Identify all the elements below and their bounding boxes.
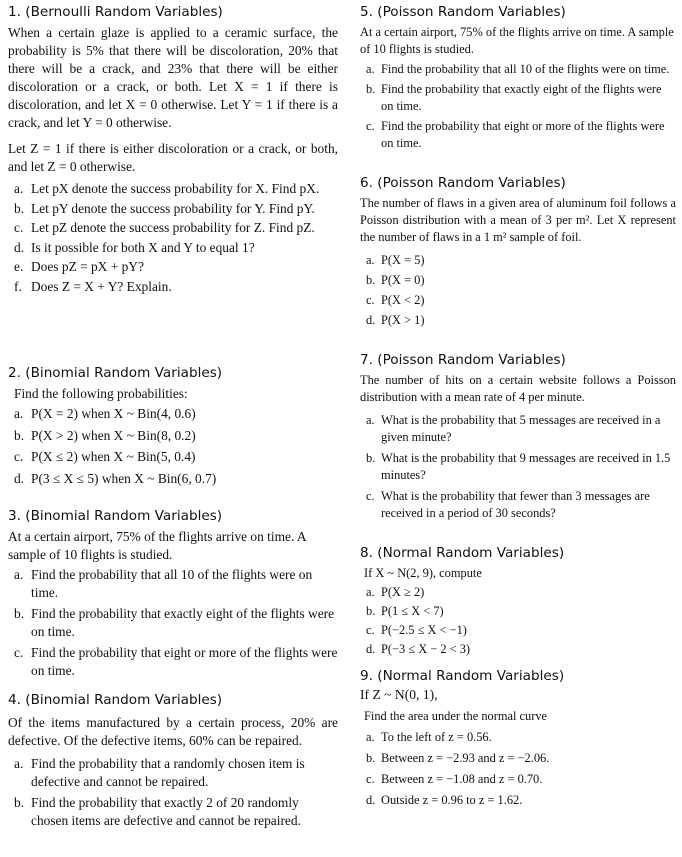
section-2-item-c: c. P(X ≤ 2) when X ~ Bin(5, 0.4): [14, 449, 196, 464]
section-3-item-c: c. Find the probability that eight or more of the flights were on time.: [14, 645, 338, 678]
section-2-title: 2. (Binomial Random Variables): [8, 365, 223, 381]
section-9-subtitle: If Z ~ N(0, 1),: [360, 687, 438, 702]
section-6-item-c: c. P(X < 2): [366, 293, 425, 307]
section-1-body: When a certain glaze is applied to a ceramic surface, the probability is 5% that there will be discoloration, 20% that there will be a crack, and 23% that there will be either discoloration or a crack, or both. Let X = 1 if there is discoloration, and let X = 0 otherwise. Let Y = 1 if there is a crack, and let Y = 0 otherwise.: [8, 25, 338, 130]
section-9-item-c: c. Between z = −1.08 and z = 0.70.: [366, 772, 543, 786]
section-5-title: 5. (Poisson Random Variables): [360, 4, 566, 20]
section-7: [360, 352, 676, 522]
section-1-item-e: e. Does pZ = pX + pY?: [14, 259, 144, 274]
section-2-item-b: b. P(X > 2) when X ~ Bin(8, 0.2): [14, 427, 196, 443]
section-9-body: Find the area under the normal curve: [364, 709, 548, 723]
section-8-item-d: d. P(−3 ≤ X − 2 < 3): [366, 642, 471, 656]
section-1-item-a: a. Let pX denote the success probability for X. Find pX.: [14, 181, 320, 196]
section-6-item-a: a. P(X = 5): [366, 253, 425, 267]
section-5: [360, 4, 676, 152]
section-1-title: 1. (Bernoulli Random Variables): [8, 4, 223, 20]
section-5-item-b: b. Find the probability that exactly eight of the flights were on time.: [366, 82, 662, 113]
section-3-title: 3. (Binomial Random Variables): [8, 508, 223, 524]
section-2-item-d: d. P(3 ≤ X ≤ 5) when X ~ Bin(6, 0.7): [14, 470, 217, 486]
section-3-body: At a certain airport, 75% of the flights arrive on time. A sample of 10 flights is studied.: [8, 529, 306, 562]
section-9-title: 9. (Normal Random Variables): [360, 668, 565, 684]
section-2-item-a: a. P(X = 2) when X ~ Bin(4, 0.6): [14, 406, 196, 421]
section-7-item-c: c. What is the probability that fewer than 3 messages are received in a period of 30 seconds?: [366, 489, 650, 520]
section-4-item-a: a. Find the probability that a randomly chosen item is defective and cannot be repaired.: [14, 756, 305, 789]
section-1-body2: Let Z = 1 if there is either discoloration or a crack, or both, and let Z = 0 otherwise.: [8, 141, 338, 174]
section-3: [8, 508, 338, 679]
section-1-item-f: f. Does Z = X + Y? Explain.: [14, 278, 172, 294]
section-8-body: If X ~ N(2, 9), compute: [364, 566, 482, 580]
section-7-item-b: b. What is the probability that 9 messages are received in 1.5 minutes?: [366, 451, 671, 482]
section-7-title: 7. (Poisson Random Variables): [360, 352, 566, 368]
section-1-item-d: d. Is it possible for both X and Y to equal 1?: [14, 239, 255, 255]
section-9-item-a: a. To the left of z = 0.56.: [366, 730, 492, 744]
section-8-item-b: b. P(1 ≤ X < 7): [366, 604, 444, 618]
section-7-body: The number of hits on a certain website follows a Poisson distribution with a mean rate of 4 per minute.: [360, 373, 676, 404]
section-8-item-a: a. P(X ≥ 2): [366, 585, 425, 599]
section-1-item-b: b. Let pY denote the success probability for Y. Find pY.: [14, 200, 315, 216]
section-5-body: At a certain airport, 75% of the flights arrive on time. A sample of 10 flights is studied.: [360, 25, 674, 56]
section-1-item-c: c. Let pZ denote the success probability for Z. Find pZ.: [14, 220, 315, 235]
section-2-body: Find the following probabilities:: [14, 386, 188, 401]
section-8-item-c: c. P(−2.5 ≤ X < −1): [366, 623, 467, 637]
section-8-title: 8. (Normal Random Variables): [360, 545, 565, 561]
section-6: [360, 175, 676, 329]
section-6-title: 6. (Poisson Random Variables): [360, 175, 566, 191]
section-1: [8, 4, 338, 295]
section-9-item-b: b. Between z = −2.93 and z = −2.06.: [366, 751, 550, 765]
section-4-body: Of the items manufactured by a certain process, 20% are defective. Of the defective items, 60% can be repaired.: [8, 715, 338, 748]
section-9: [360, 668, 676, 809]
section-6-item-b: b. P(X = 0): [366, 273, 425, 287]
section-7-item-a: a. What is the probability that 5 messages are received in a given minute?: [366, 413, 661, 444]
section-4: [8, 692, 338, 829]
section-5-item-c: c. Find the probability that eight or more of the flights were on time.: [366, 119, 665, 150]
section-2: [8, 365, 338, 487]
section-6-item-d: d. P(X > 1): [366, 313, 425, 327]
section-3-item-a: a. Find the probability that all 10 of the flights were on time.: [14, 567, 313, 600]
section-4-title: 4. (Binomial Random Variables): [8, 692, 223, 708]
section-4-item-b: b. Find the probability that exactly 2 of 20 randomly chosen items are defective and cannot be repaired.: [14, 795, 301, 828]
section-9-item-d: d. Outside z = 0.96 to z = 1.62.: [366, 793, 523, 807]
section-6-body: The number of flaws in a given area of aluminum foil follows a Poisson distribution with a mean of 3 per m². Let X represent the number of flaws in a 1 m² sample of foil.: [360, 196, 676, 244]
section-8: [360, 545, 676, 658]
section-5-item-a: a. Find the probability that all 10 of the flights were on time.: [366, 62, 670, 76]
section-3-item-b: b. Find the probability that exactly eight of the flights were on time.: [14, 606, 335, 639]
